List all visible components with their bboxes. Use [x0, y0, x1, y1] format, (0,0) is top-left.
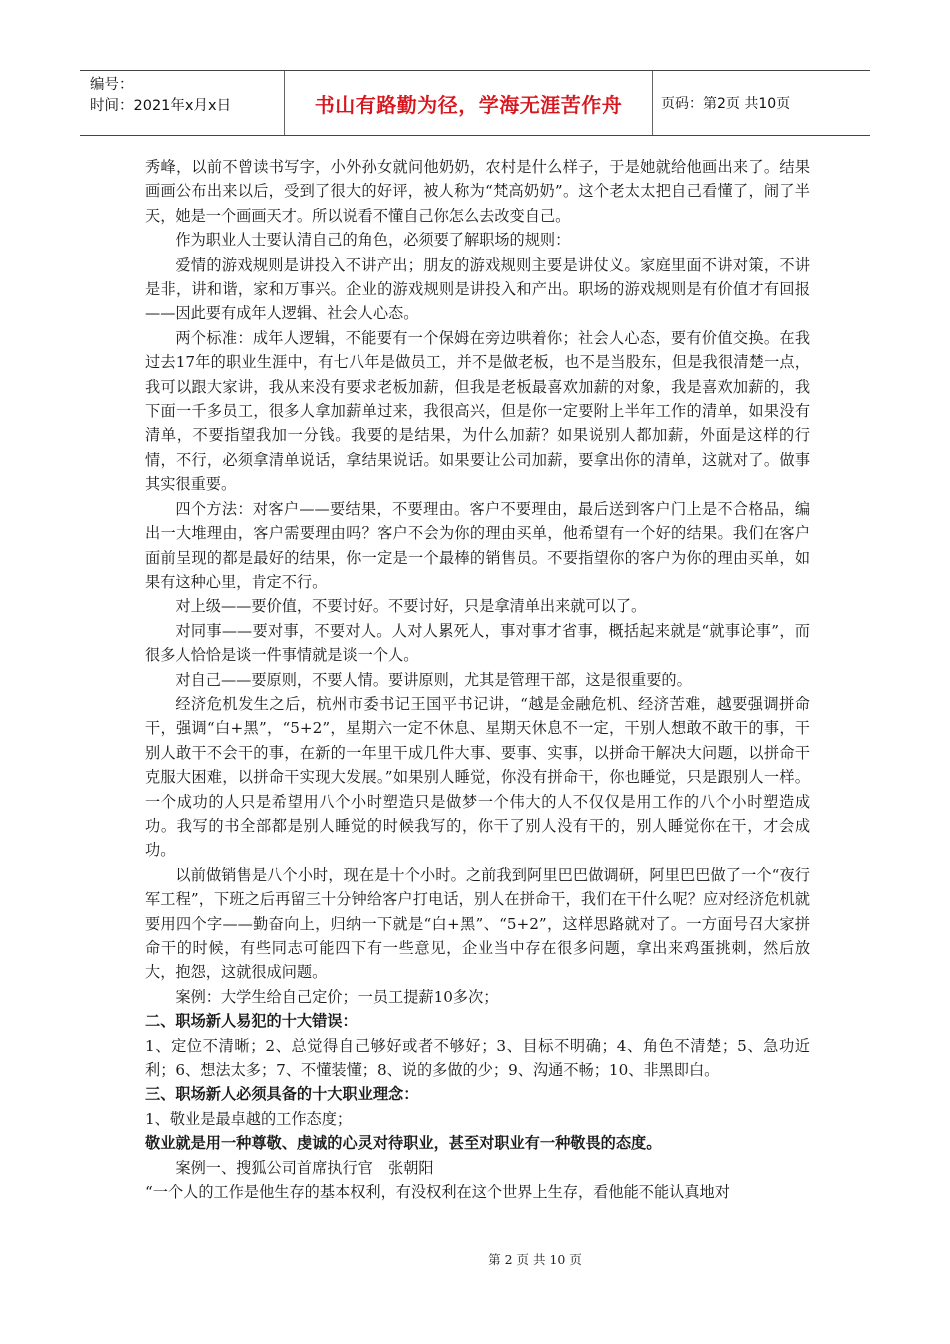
paragraph: 两个标准：成年人逻辑，不能要有一个保姆在旁边哄着你；社会人心态，要有价值交换。在我过去17年的职业生涯中，有七八年是做员工，并不是做老板，也不是当股东，但是我很清楚一点，我可以跟大家讲，我从来没有要求老板加薪，但我是老板最喜欢加薪的对象，我是喜欢加薪的，我下面一千多员工，很多人拿加薪单过来，我很高兴，但是你一定要附上半年工作的清单，如果没有清单，不要指望我加一分钱。我要的是结果，为什么加薪？如果说别人都加薪，外面是这样的行情，不行，必须拿清单说话，拿结果说话。如果要让公司加薪，要拿出你的清单，这就对了。做事其实很重要。: [145, 328, 810, 494]
code-label: 编号：: [90, 77, 134, 93]
error-list: 1、定位不清晰；2、总觉得自己够好或者不够好；3、目标不明确；4、角色不清楚；5、急功近利；6、想法太多；7、不懂装懂；8、说的多做的少；9、沟通不畅；10、非黑即白。: [145, 1036, 810, 1080]
bold-statement: 敬业就是用一种尊敬、虔诚的心灵对待职业，甚至对职业有一种敬畏的态度。: [145, 1134, 662, 1153]
paragraph: 四个方法：对客户——要结果，不要理由。客户不要理由，最后送到客户门上是不合格品，编出一大堆理由，客户需要理由吗？客户不会为你的理由买单，他希望有一个好的结果。我们在客户面前呈现的都是最好的结果，你一定是一个最棒的销售员。不要指望你的客户为你的理由买单，如果有这种心里，肯定不行。: [145, 499, 810, 591]
paragraph: 对自己——要原则，不要人情。要讲原则，尤其是管理干部，这是很重要的。: [175, 670, 692, 689]
date-label: 时间：2021年x月x日: [90, 98, 232, 114]
section-heading: 三、职场新人必须具备的十大职业理念：: [145, 1085, 419, 1104]
page-footer: 第 2 页 共 10 页: [488, 1252, 582, 1267]
list-item: 1、敬业是最卓越的工作态度；: [145, 1109, 353, 1128]
case-line: 案例：大学生给自己定价；一员工提薪10多次；: [175, 987, 499, 1006]
paragraph: 作为职业人士要认清自己的角色，必须要了解职场的规则：: [175, 231, 571, 250]
quote-paragraph: “一个人的工作是他生存的基本权利，有没权利在这个世界上生存，看他能不能认真地对: [145, 1183, 730, 1202]
paragraph: 对同事——要对事，不要对人。人对人累死人，事对事才省事，概括起来就是“就事论事”，而很多人恰恰是谈一件事情就是谈一个人。: [145, 621, 810, 665]
page-header: [80, 70, 870, 136]
case-line: 案例一、搜狐公司首席执行官 张朝阳: [175, 1158, 434, 1177]
paragraph: 对上级——要价值，不要讨好。不要讨好，只是拿清单出来就可以了。: [175, 597, 647, 616]
header-meta: [80, 71, 285, 135]
header-motto: 书山有路勤为径，学海无涯苦作舟: [285, 71, 653, 135]
paragraph: 经济危机发生之后，杭州市委书记王国平书记讲，“越是金融危机、经济苦难，越要强调拼命干，强调“白+黑”，“5+2”，星期六一定不休息、星期天休息不一定，干别人想敢不敢干的事，干别人敢干不会干的事，在新的一年里干成几件大事、要事、实事，以拼命干解决大问题，以拼命干克服大困难，以拼命干实现大发展。”如果别人睡觉，你没有拼命干，你也睡觉，只是跟别人一样。一个成功的人只是希望用八个小时塑造只是做梦一个伟大的人不仅仅是用工作的八个小时塑造成功。我写的书全部都是别人睡觉的时候我写的，你干了别人没有干的，别人睡觉你在干，才会成功。: [145, 694, 810, 860]
document-body: [145, 155, 810, 1204]
paragraph: 爱情的游戏规则是讲投入不讲产出；朋友的游戏规则主要是讲仗义。家庭里面不讲对策，不讲是非，讲和谐，家和万事兴。企业的游戏规则是讲投入和产出。职场的游戏规则是有价值才有回报——因此要有成年人逻辑、社会人心态。: [145, 255, 810, 323]
paragraph: 秀峰，以前不曾读书写字，小外孙女就问他奶奶，农村是什么样子，于是她就给他画出来了。结果画画公布出来以后，受到了很大的好评，被人称为“梵高奶奶”。这个老太太把自己看懂了，闹了半天，她是一个画画天才。所以说看不懂自己你怎么去改变自己。: [145, 158, 810, 225]
header-page-info: 页码：第2页 共10页: [661, 96, 791, 112]
section-heading: 二、职场新人易犯的十大错误：: [145, 1012, 358, 1031]
paragraph: 以前做销售是八个小时，现在是十个小时。之前我到阿里巴巴做调研，阿里巴巴做了一个“夜行军工程”，下班之后再留三十分钟给客户打电话，别人在拼命干，我们在干什么呢？应对经济危机就要用四个字——勤奋向上，归纳一下就是“白+黑”、“5+2”，这样思路就对了。一方面号召大家拼命干的时候，有些同志可能四下有一些意见，企业当中存在很多问题，拿出来鸡蛋挑刺，然后放大，抱怨，这就很成问题。: [145, 865, 810, 982]
